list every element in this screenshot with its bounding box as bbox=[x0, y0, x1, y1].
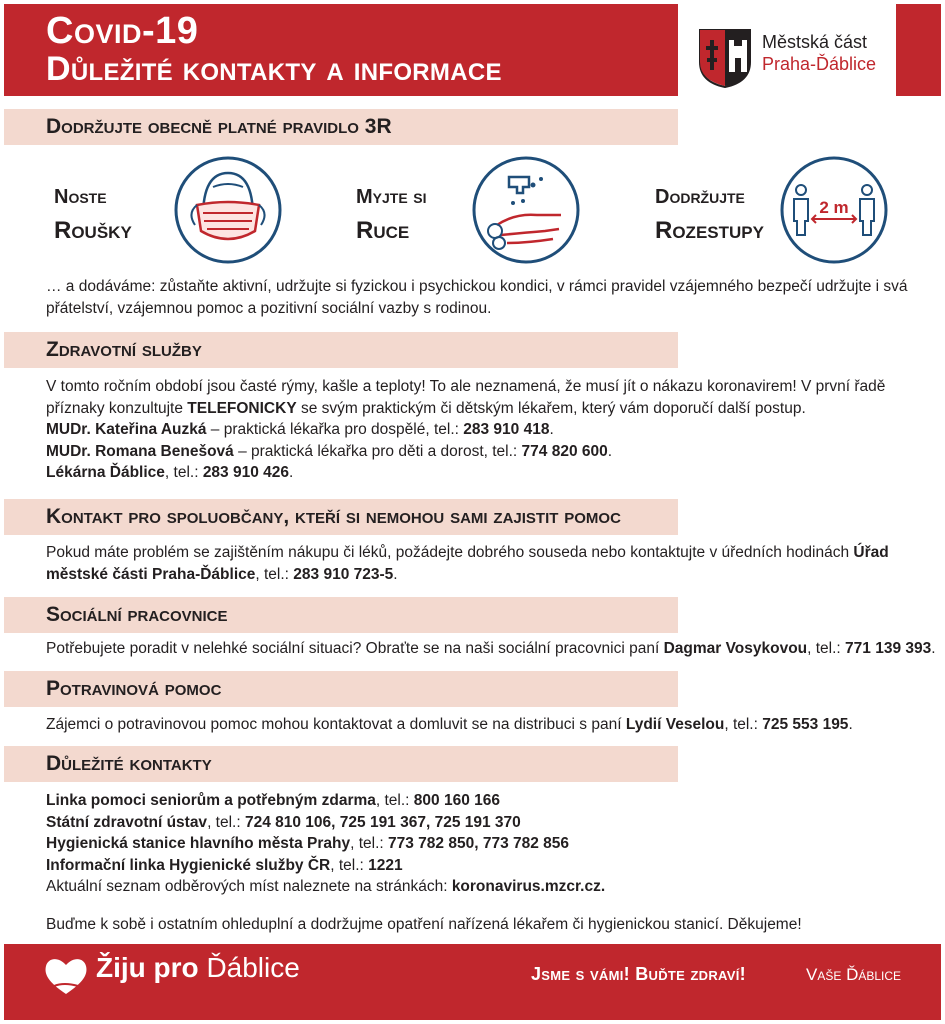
header-side-bar bbox=[896, 4, 941, 96]
phone-number: 771 139 393 bbox=[845, 640, 932, 657]
contact-name: Státní zdravotní ústav bbox=[46, 813, 208, 831]
distance-icon bbox=[779, 155, 889, 265]
distance-label: 2 m bbox=[819, 198, 849, 217]
logo-line1: Městská část bbox=[762, 32, 868, 52]
contact-name: Hygienická stanice hlavního města Prahy bbox=[46, 835, 351, 852]
phone-number: 283 910 723-5 bbox=[293, 565, 394, 583]
phone-number: 725 553 195 bbox=[762, 716, 849, 733]
municipality-logo bbox=[698, 28, 888, 90]
coat-of-arms-icon bbox=[698, 28, 752, 88]
section-title: Potravinová pomoc bbox=[46, 677, 222, 700]
phone-number: 724 810 106, 725 191 367, 725 191 370 bbox=[244, 813, 521, 831]
contacts-list: Linka pomoci seniorům a potřebným zdarma, tel.: 800 160 166 Státní zdravotní ústav, tel.: 724 810 106, 725 191 367, 725 191 370 Hygienická stanice hlavního města Prahy, tel.: 773 782 850, 773 782 856 Informační linka Hygienické služby ČR, tel.: 1221 Aktuální seznam odběrových míst naleznete na stránkách: koronavirus.mzcr.cz. bbox=[46, 792, 606, 895]
social-paragraph: Potřebujete poradit v nelehké sociální situaci? Obraťte se na naši sociální pracovnici paní Dagmar Vosykovou, tel.: 771 139 393. bbox=[46, 640, 936, 657]
section-title: Důležité kontakty bbox=[46, 752, 212, 775]
section-heading-health bbox=[4, 332, 678, 368]
phone-number: 1221 bbox=[368, 856, 403, 874]
section-title: Dodržujte obecně platné pravidlo 3R bbox=[46, 115, 392, 138]
food-paragraph: Zájemci o potravinovou pomoc mohou kontaktovat a domluvit se na distribuci s paní Lydií Veselou, tel.: 725 553 195. bbox=[46, 716, 853, 733]
contact-name: Linka pomoci seniorům a potřebným zdarma bbox=[46, 792, 376, 809]
logo-line2: Praha-Ďáblice bbox=[762, 54, 877, 74]
hand-washing-icon bbox=[471, 155, 581, 265]
section-heading-food bbox=[4, 671, 678, 707]
contact-name: Informační linka Hygienické služby ČR bbox=[46, 856, 331, 874]
website-link[interactable]: koronavirus.mzcr.cz. bbox=[451, 878, 606, 895]
section-heading-citizens bbox=[4, 499, 678, 535]
citizens-paragraph: Pokud máte problém se zajištěním nákupu či léků, požádejte dobrého souseda nebo kontaktujte v úředních hodinách Úřad městské části Praha-Ďáblice, tel.: 283 910 723-5. bbox=[46, 544, 889, 583]
phone-number: 283 910 418 bbox=[463, 421, 550, 438]
phone-number: 773 782 850, 773 782 856 bbox=[388, 835, 570, 852]
rule-distance-label: Dodržujte Rozestupy bbox=[655, 186, 764, 244]
doctor-name: MUDr. Romana Benešová bbox=[46, 442, 234, 460]
health-paragraph: V tomto ročním období jsou časté rýmy, kašle a teploty! To ale neznamená, že musí jít o nákazu koronavirem! V první řadě příznaky konzultujte TELEFONICKY se svým praktickým či dětským lékařem, který vám doporučí další postup. MUDr. Kateřina Auzká – praktická lékařka pro dospělé, tel.: 283 910 418. MUDr. Romana Benešová – praktická lékařka pro děti a dorost, tel.: 774 820 600. Lékárna Ďáblice, tel.: 283 910 426. bbox=[46, 378, 886, 481]
face-mask-icon bbox=[173, 155, 283, 265]
closing-text: Buďme k sobě i ostatním ohleduplní a dodržujme opatření nařízená lékařem či hygienickou stanicí. Děkujeme! bbox=[46, 916, 802, 933]
section-heading-social bbox=[4, 597, 678, 633]
rules-paragraph: … a dodáváme: zůstaňte aktivní, udržujte si fyzickou i psychickou kondici, v rámci pravidel vzájemného bezpečí udržujte i svá přátelství, vzájemnou pomoc a pozitivní sociální vazby s rodinou. bbox=[46, 278, 908, 317]
footer-slogan: Jsme s vámi! Buďte zdraví! bbox=[531, 964, 746, 984]
phone-number: 800 160 166 bbox=[413, 792, 500, 809]
rule-hands-label: Myjte si Ruce bbox=[356, 186, 427, 244]
page-subtitle: Důležité kontakty a informace bbox=[46, 50, 502, 88]
section-title: Zdravotní služby bbox=[46, 338, 202, 361]
footer-signature: Vaše Ďáblice bbox=[806, 965, 902, 984]
doctor-name: MUDr. Kateřina Auzká bbox=[46, 421, 207, 438]
section-title: Sociální pracovnice bbox=[46, 603, 228, 626]
section-heading-3r bbox=[4, 109, 678, 145]
header-banner bbox=[4, 4, 678, 96]
heart-icon bbox=[44, 956, 88, 996]
page-title: Covid-19 bbox=[46, 10, 199, 52]
phone-number: 283 910 426 bbox=[202, 464, 290, 481]
pharmacy-name: Lékárna Ďáblice bbox=[46, 464, 165, 481]
phone-number: 774 820 600 bbox=[521, 442, 608, 460]
footer-brand: Žiju pro Ďáblice bbox=[96, 952, 300, 983]
section-heading-contacts bbox=[4, 746, 678, 782]
rule-masks-label: Noste Roušky bbox=[54, 186, 132, 244]
footer-banner bbox=[4, 944, 941, 1020]
section-title: Kontakt pro spoluobčany, kteří si nemohou sami zajistit pomoc bbox=[46, 505, 621, 528]
